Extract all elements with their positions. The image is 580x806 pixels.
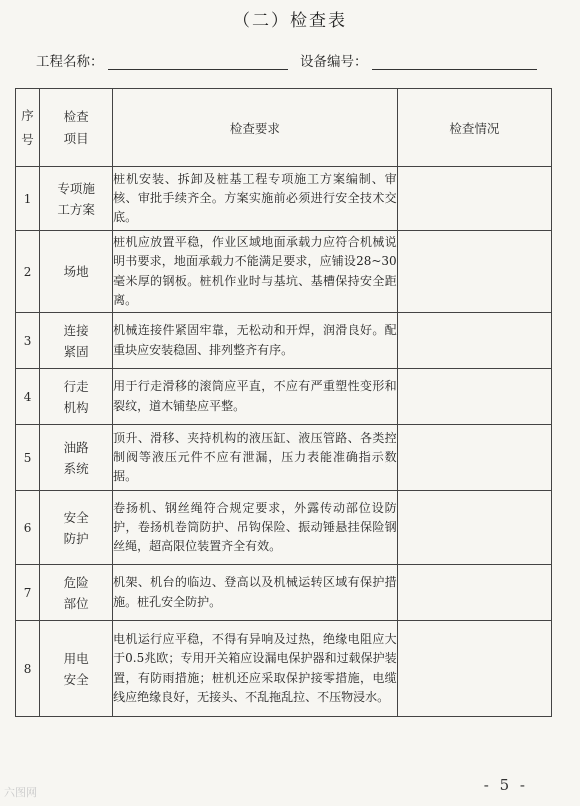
row-requirement: 机械连接件紧固牢靠，无松动和开焊，润滑良好。配重块应安装稳固、排列整齐有序。 bbox=[113, 313, 398, 369]
row-item-line: 安全 bbox=[63, 509, 89, 525]
row-item-line: 系统 bbox=[63, 460, 89, 476]
row-no: 2 bbox=[16, 231, 40, 313]
table-row bbox=[16, 369, 552, 425]
row-status-cell[interactable] bbox=[397, 231, 551, 313]
row-item bbox=[40, 621, 113, 717]
watermark-logo: 六图网 bbox=[4, 786, 37, 799]
row-no: 1 bbox=[16, 167, 40, 231]
row-item bbox=[40, 231, 113, 313]
row-status-cell[interactable] bbox=[397, 313, 551, 369]
row-item-line: 危险 bbox=[63, 574, 89, 590]
inspection-table bbox=[15, 88, 552, 717]
row-item bbox=[40, 565, 113, 621]
row-item-line: 紧固 bbox=[63, 343, 89, 359]
page-title: （二）检查表 bbox=[233, 11, 347, 31]
row-no: 4 bbox=[16, 369, 40, 425]
row-item bbox=[40, 491, 113, 565]
row-item-line: 用电 bbox=[63, 650, 89, 666]
table-row bbox=[16, 425, 552, 491]
header-status: 检查情况 bbox=[397, 89, 551, 167]
row-no: 7 bbox=[16, 565, 40, 621]
table-row bbox=[16, 491, 552, 565]
table-row bbox=[16, 167, 552, 231]
row-no: 8 bbox=[16, 621, 40, 717]
row-item-line: 安全 bbox=[63, 671, 89, 687]
table-header-row bbox=[16, 89, 552, 167]
table-row bbox=[16, 621, 552, 717]
project-name-label: 工程名称： bbox=[36, 54, 104, 70]
row-requirement: 桩机安装、拆卸及桩基工程专项施工方案编制、审核、审批手续齐全。方案实施前必须进行安全技术交底。 bbox=[113, 167, 398, 231]
header-no-line1: 序 bbox=[21, 107, 34, 123]
row-status-cell[interactable] bbox=[397, 491, 551, 565]
row-requirement: 电机运行应平稳，不得有异响及过热，绝缘电阻应大于0.5兆欧；专用开关箱应设漏电保护器和过载保护装置，有防雨措施；桩机还应采取保护接零措施，电缆线应绝缘良好，无接头、不乱拖乱拉、不压物浸水。 bbox=[113, 621, 398, 717]
row-requirement: 用于行走滑移的滚筒应平直，不应有严重塑性变形和裂纹，道木铺垫应平整。 bbox=[113, 369, 398, 425]
row-requirement: 卷扬机、钢丝绳符合规定要求，外露传动部位设防护，卷扬机卷筒防护、吊钩保险、振动锤悬挂保险钢丝绳，超高限位装置齐全有效。 bbox=[113, 491, 398, 565]
row-requirement: 桩机应放置平稳，作业区域地面承载力应符合机械说明书要求，地面承载力不能满足要求，应铺设28~30毫米厚的钢板。桩机作业时与基坑、基槽保持安全距离。 bbox=[113, 231, 398, 313]
table-row bbox=[16, 231, 552, 313]
table-row bbox=[16, 313, 552, 369]
project-name-field bbox=[36, 50, 288, 70]
row-item-line: 专项施 bbox=[57, 180, 95, 196]
header-item-line1: 检查 bbox=[63, 108, 89, 124]
row-item bbox=[40, 425, 113, 491]
row-item-line: 机构 bbox=[63, 399, 89, 415]
project-name-blank[interactable] bbox=[108, 55, 288, 70]
header-item bbox=[40, 89, 113, 167]
row-status-cell[interactable] bbox=[397, 621, 551, 717]
header-no bbox=[16, 89, 40, 167]
row-status-cell[interactable] bbox=[397, 369, 551, 425]
header-requirement: 检查要求 bbox=[113, 89, 398, 167]
row-item-line: 行走 bbox=[63, 378, 89, 394]
row-requirement: 机架、机台的临边、登高以及机械运转区域有保护措施。桩孔安全防护。 bbox=[113, 565, 398, 621]
row-item-line: 连接 bbox=[63, 322, 89, 338]
row-item-line: 防护 bbox=[63, 530, 89, 546]
table-row bbox=[16, 565, 552, 621]
row-requirement: 顶升、滑移、夹持机构的液压缸、液压管路、各类控制阀等液压元件不应有泄漏，压力表能准确指示数据。 bbox=[113, 425, 398, 491]
row-item bbox=[40, 313, 113, 369]
row-status-cell[interactable] bbox=[397, 167, 551, 231]
device-number-blank[interactable] bbox=[372, 55, 537, 70]
page-number: - 5 - bbox=[483, 776, 528, 794]
header-no-line2: 号 bbox=[21, 131, 34, 147]
row-item-line: 油路 bbox=[63, 439, 89, 455]
row-status-cell[interactable] bbox=[397, 425, 551, 491]
row-status-cell[interactable] bbox=[397, 565, 551, 621]
device-number-label: 设备编号： bbox=[300, 54, 368, 70]
row-item bbox=[40, 167, 113, 231]
row-item bbox=[40, 369, 113, 425]
row-item-line: 场地 bbox=[63, 264, 89, 279]
row-item-line: 工方案 bbox=[57, 201, 95, 217]
row-no: 3 bbox=[16, 313, 40, 369]
device-number-field bbox=[300, 50, 537, 70]
row-no: 6 bbox=[16, 491, 40, 565]
row-item-line: 部位 bbox=[63, 595, 89, 611]
row-no: 5 bbox=[16, 425, 40, 491]
header-item-line2: 项目 bbox=[63, 130, 89, 146]
